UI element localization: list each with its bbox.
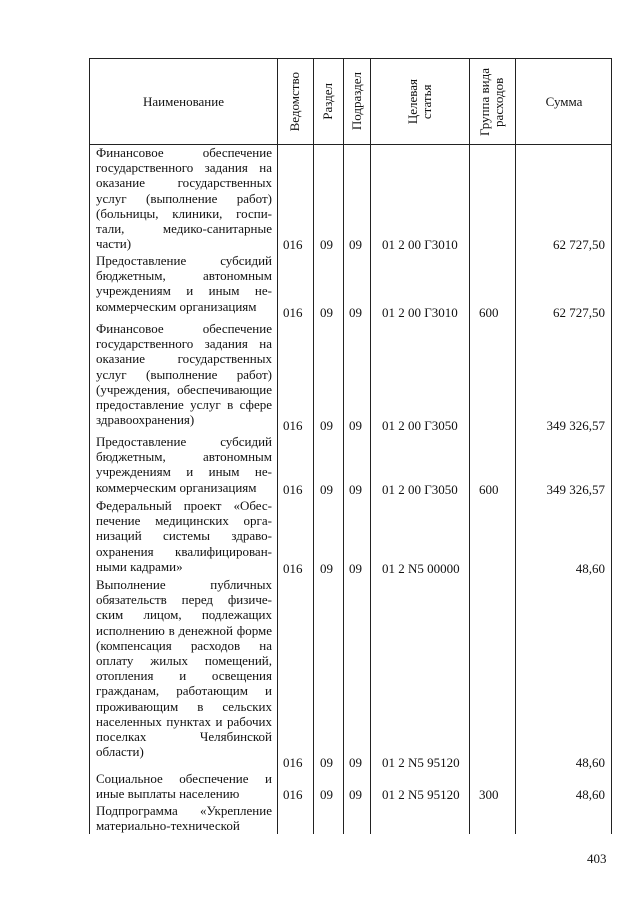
row-name: Предоставление субсидий бюджетным, автономным учреждениям и иным некоммерческим организациям [96, 253, 272, 314]
column-divider [469, 59, 470, 834]
row-section: 09 [320, 755, 333, 770]
column-divider [343, 59, 344, 834]
column-divider [277, 59, 278, 834]
header-expense-group [469, 59, 515, 144]
header-sum-label: Сумма [545, 93, 583, 109]
row-sum: 349 326,57 [546, 482, 605, 497]
row-ministry: 016 [283, 305, 303, 320]
header-section [313, 59, 343, 144]
column-divider [515, 59, 516, 834]
row-sum: 349 326,57 [546, 418, 605, 433]
row-section: 09 [320, 482, 333, 497]
column-divider [370, 59, 371, 834]
row-name: Социальное обеспечение и иные выплаты населению [96, 771, 272, 802]
row-name: Финансовое обеспечение государственного задания на оказание государственных услуг (выполнение работ) (учреждения, обеспечивающие предоставление услуг в сфере здравоохранения) [96, 321, 272, 428]
row-subsection: 09 [349, 561, 362, 576]
row-ministry: 016 [283, 787, 303, 802]
header-ministry [277, 59, 313, 144]
header-name-label: Наименование [143, 93, 224, 109]
row-section: 09 [320, 305, 333, 320]
header-target-article [370, 59, 469, 144]
row-name: Подпрограмма «Укрепление материально-технической [96, 803, 272, 834]
row-section: 09 [320, 237, 333, 252]
row-sum: 62 727,50 [553, 237, 605, 252]
row-subsection: 09 [349, 418, 362, 433]
page-number: 403 [587, 851, 607, 866]
header-target-article-line1: Целевая [404, 78, 420, 125]
row-subsection: 09 [349, 755, 362, 770]
header-target-article-label [406, 79, 434, 124]
row-subsection: 09 [349, 787, 362, 802]
row-section: 09 [320, 418, 333, 433]
header-subsection-label: Подраздел [348, 72, 364, 131]
row-subsection: 09 [349, 237, 362, 252]
row-subsection: 09 [349, 482, 362, 497]
row-name: Финансовое обеспечение государственного задания на оказание государственных услуг (выполнение работ) (больницы, клиники, госпитали, медико-санитарные части) [96, 145, 272, 252]
header-subsection [343, 59, 370, 144]
row-ministry: 016 [283, 755, 303, 770]
row-article: 01 2 00 Г3010 [382, 305, 458, 320]
header-expense-group-line2: расходов [491, 76, 506, 127]
header-target-article-line2: статья [418, 84, 434, 119]
row-section: 09 [320, 787, 333, 802]
budget-table [89, 58, 612, 834]
row-ministry: 016 [283, 561, 303, 576]
row-sum: 62 727,50 [553, 305, 605, 320]
header-name [90, 59, 277, 144]
row-ministry: 016 [283, 418, 303, 433]
header-section-label: Раздел [320, 83, 335, 120]
row-sum: 48,60 [575, 787, 605, 802]
row-group: 600 [479, 482, 499, 497]
row-article: 01 2 N5 95120 [382, 755, 460, 770]
row-article: 01 2 N5 95120 [382, 787, 460, 802]
column-divider [313, 59, 314, 834]
header-sum [515, 59, 613, 144]
row-section: 09 [320, 561, 333, 576]
row-name: Выполнение публичных обязательств перед физическим лицом, подлежащих исполнению в денежной форме (компенсация расходов на оплату жилых помещений, отопления и освещения гражданам, работающим и проживающим в сельских населенных пунктах и рабочих поселках Челябинской области) [96, 577, 272, 760]
row-group: 600 [479, 305, 499, 320]
row-article: 01 2 00 Г3050 [382, 418, 458, 433]
row-article: 01 2 00 Г3010 [382, 237, 458, 252]
row-article: 01 2 00 Г3050 [382, 482, 458, 497]
row-ministry: 016 [283, 237, 303, 252]
row-ministry: 016 [283, 482, 303, 497]
row-name: Предоставление субсидий бюджетным, автономным учреждениям и иным некоммерческим организациям [96, 434, 272, 495]
header-expense-group-label [478, 68, 506, 136]
row-subsection: 09 [349, 305, 362, 320]
row-sum: 48,60 [575, 561, 605, 576]
row-name: Федеральный проект «Обеспечение медицинских организаций системы здравоохранения квалифицированными кадрами» [96, 498, 272, 574]
header-ministry-label: Ведомство [287, 71, 302, 132]
row-group: 300 [479, 787, 499, 802]
row-sum: 48,60 [575, 755, 605, 770]
row-article: 01 2 N5 00000 [382, 561, 460, 576]
header-expense-group-line1: Группа вида [477, 67, 492, 136]
